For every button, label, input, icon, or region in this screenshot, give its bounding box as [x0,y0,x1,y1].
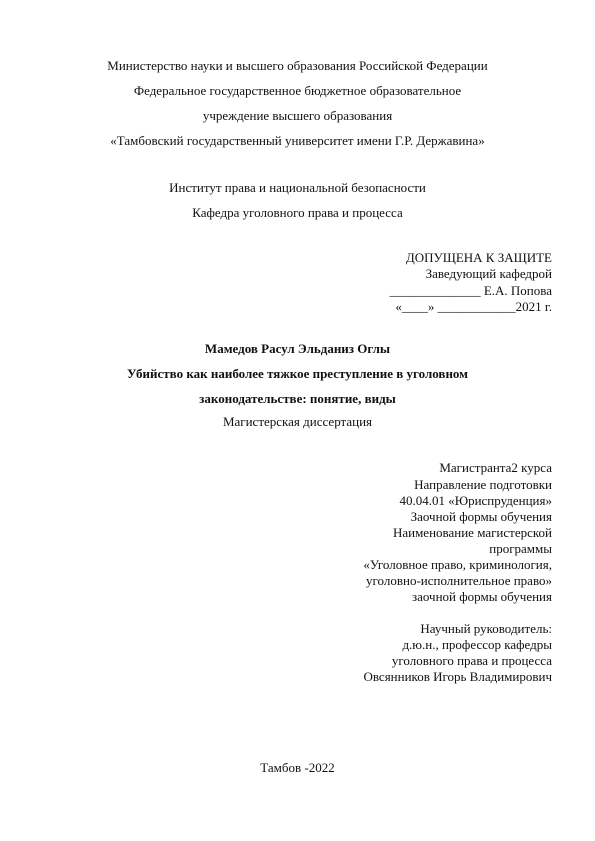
approval-signature-line: ______________ Е.А. Попова [389,283,552,298]
student-info-line1: Магистранта2 курса [439,460,552,475]
student-info-line9: заочной формы обучения [411,589,552,604]
student-info-line3: 40.04.01 «Юриспруденция» [399,493,552,508]
department-line: Кафедра уголовного права и процесса [192,205,403,220]
student-info-line4: Заочной формы обучения [410,509,552,524]
thesis-title-line1: Убийство как наиболее тяжкое преступление в уголовном [126,366,469,381]
approval-title: ДОПУЩЕНА К ЗАЩИТЕ [405,250,552,265]
student-info-line5: Наименование магистерской [392,525,552,540]
supervisor-label: Научный руководитель: [420,621,552,636]
student-info-line8: уголовно-исполнительное право» [366,573,552,588]
thesis-title-line2: законодательстве: понятие, виды [199,391,396,406]
student-info-line7: «Уголовное право, криминология, [363,557,552,572]
approval-position: Заведующий кафедрой [425,266,552,281]
supervisor-degree: д.ю.н., профессор кафедры [402,637,552,652]
supervisor-name: Овсянников Игорь Владимирович [363,669,552,684]
author-name: Мамедов Расул Эльданиз Оглы [204,341,391,356]
university-line: «Тамбовский государственный университет имени Г.Р. Державина» [110,133,485,148]
student-info-line2: Направление подготовки [414,477,552,492]
institution-type-line: Федеральное государственное бюджетное образовательное [133,83,462,98]
student-info-line6: программы [489,541,552,556]
institution-level-line: учреждение высшего образования [202,108,393,123]
institute-line: Институт права и национальной безопасности [169,180,426,195]
supervisor-department: уголовного права и процесса [391,653,552,668]
city-year: Тамбов -2022 [260,760,335,775]
ministry-line: Министерство науки и высшего образования Российской Федерации [107,58,488,73]
thesis-type: Магистерская диссертация [222,414,373,429]
approval-date-line: «____» ____________2021 г. [395,299,552,314]
